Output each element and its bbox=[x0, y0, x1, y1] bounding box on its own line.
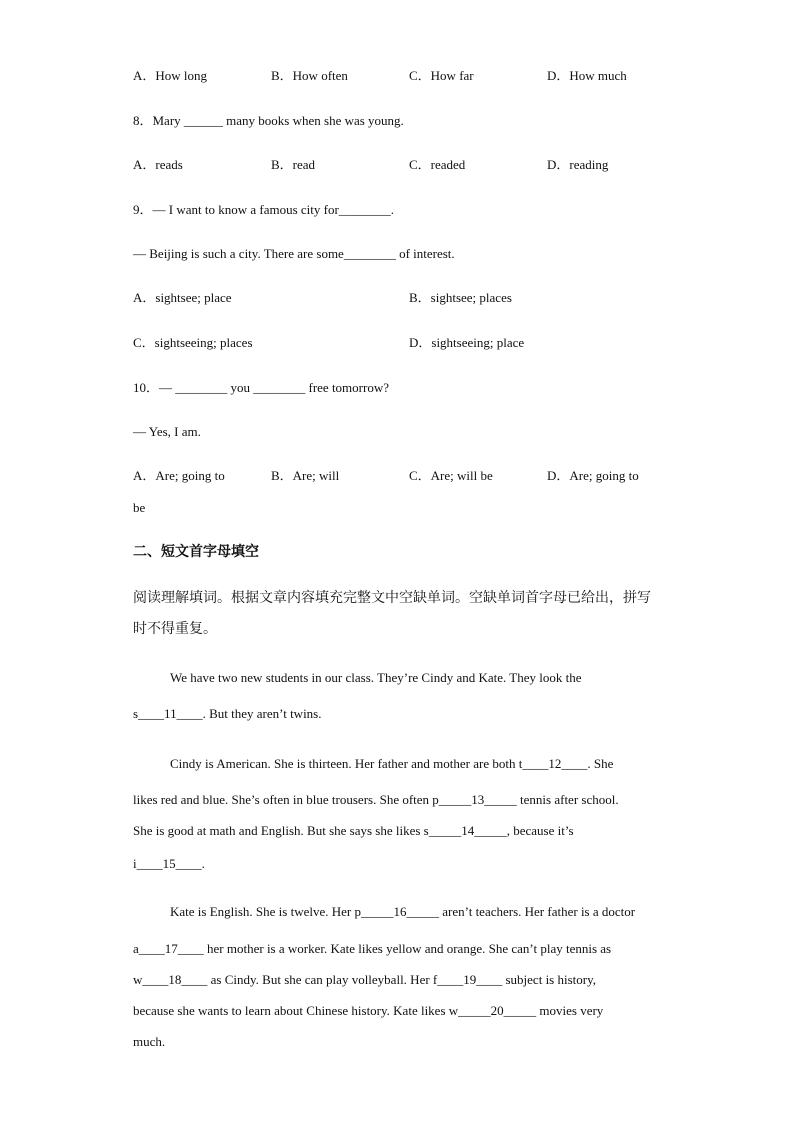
q9-option-d: D．sightseeing; place bbox=[409, 335, 525, 350]
q10-option-a: A．Are; going to bbox=[133, 468, 225, 483]
q10-option-d: D．Are; going to bbox=[547, 468, 639, 483]
passage-p2-line-1: Cindy is American. She is thirteen. Her father and mother are both t____12____. She bbox=[170, 756, 614, 771]
q8-option-d: D．reading bbox=[547, 157, 609, 172]
q10-option-b: B．Are; will bbox=[271, 468, 340, 483]
q7-option-d: D．How much bbox=[547, 68, 627, 83]
instruction-line-1: 阅读理解填词。根据文章内容填充完整文中空缺单词。空缺单词首字母已给出，拼写 bbox=[133, 590, 651, 606]
passage-p3-line-3: w____18____ as Cindy. But she can play volleyball. Her f____19____ subject is history, bbox=[133, 972, 597, 987]
instruction-line-2: 时不得重复。 bbox=[133, 621, 217, 637]
q8-option-a: A．reads bbox=[133, 157, 183, 172]
q8-option-c: C．readed bbox=[409, 157, 466, 172]
q8-option-b: B．read bbox=[271, 157, 316, 172]
q9-option-c: C．sightseeing; places bbox=[133, 335, 253, 350]
q9-option-a: A．sightsee; place bbox=[133, 290, 232, 305]
q7-option-a: A．How long bbox=[133, 68, 208, 83]
q9-line2: — Beijing is such a city. There are some________ of interest. bbox=[133, 246, 455, 261]
passage-p2-line-4: i____15____. bbox=[133, 856, 205, 871]
q7-option-c: C．How far bbox=[409, 68, 474, 83]
q10-option-d-wrap: be bbox=[133, 500, 146, 515]
section-heading: 二、短文首字母填空 bbox=[133, 544, 259, 560]
q10-option-c: C．Are; will be bbox=[409, 468, 493, 483]
passage-p1-line-1: We have two new students in our class. They’re Cindy and Kate. They look the bbox=[170, 670, 582, 685]
q7-option-b: B．How often bbox=[271, 68, 348, 83]
passage-p3-line-2: a____17____ her mother is a worker. Kate likes yellow and orange. She can’t play tennis as bbox=[133, 941, 612, 956]
q10-line2: — Yes, I am. bbox=[133, 424, 201, 439]
passage-p3-line-1: Kate is English. She is twelve. Her p_____16_____ aren’t teachers. Her father is a doctor bbox=[170, 904, 636, 919]
q9-option-b: B．sightsee; places bbox=[409, 290, 512, 305]
q9-stem: 9．— I want to know a famous city for________. bbox=[133, 202, 395, 217]
q8-stem: 8．Mary ______ many books when she was young. bbox=[133, 113, 404, 128]
passage-p1-line-2: s____11____. But they aren’t twins. bbox=[133, 706, 322, 721]
q10-stem: 10．— ________ you ________ free tomorrow? bbox=[133, 380, 389, 395]
passage-p2-line-3: She is good at math and English. But she says she likes s_____14_____, because it’s bbox=[133, 823, 574, 838]
passage-p2-line-2: likes red and blue. She’s often in blue trousers. She often p_____13_____ tennis after school. bbox=[133, 792, 619, 807]
passage-p3-line-4: because she wants to learn about Chinese history. Kate likes w_____20_____ movies very bbox=[133, 1003, 604, 1018]
passage-p3-line-5: much. bbox=[133, 1034, 166, 1049]
